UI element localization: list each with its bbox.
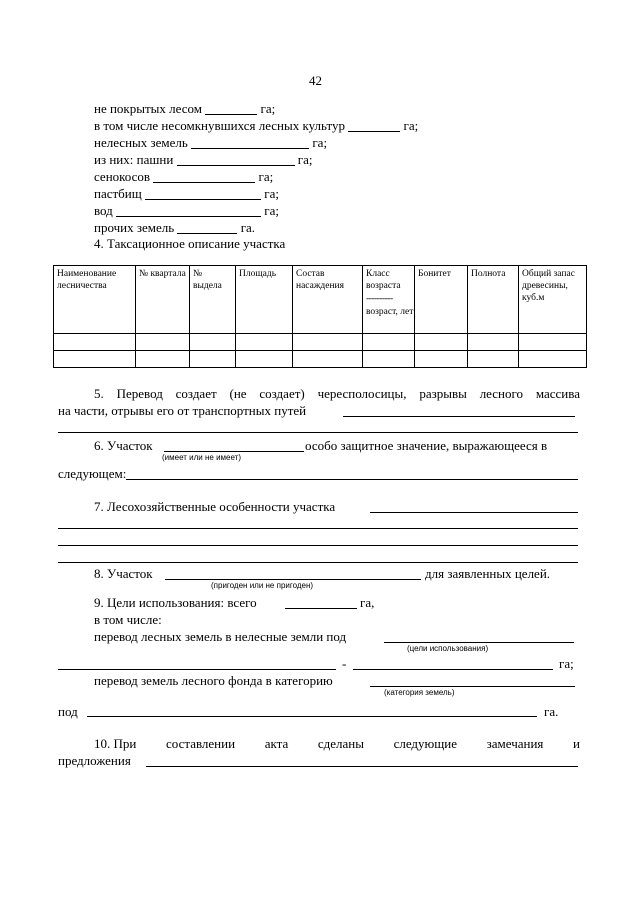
- section-10-word: акта: [264, 736, 289, 751]
- blank-field[interactable]: [177, 153, 295, 166]
- section-10-word: замечания: [486, 736, 544, 751]
- age-years-label: возраст, лет: [366, 307, 414, 317]
- land-line-other: [94, 220, 255, 236]
- table-cell[interactable]: [136, 334, 190, 351]
- blank-field[interactable]: [348, 119, 400, 132]
- section-10-word: следующие: [393, 736, 457, 751]
- section-8-suffix: для заявленных целей.: [425, 566, 551, 581]
- land-label: прочих земель: [94, 220, 175, 235]
- blank-field[interactable]: [285, 608, 357, 609]
- blank-field[interactable]: [153, 170, 255, 183]
- blank-field[interactable]: [205, 102, 257, 115]
- land-line-not-forested: [94, 101, 275, 117]
- land-unit: га.: [240, 220, 256, 235]
- section-9-line2: в том числе:: [94, 612, 162, 627]
- section-9-line4: перевод земель лесного фонда в категорию: [94, 673, 333, 688]
- table-cell[interactable]: [415, 351, 468, 368]
- land-unit: га;: [258, 169, 274, 184]
- table-cell[interactable]: [54, 351, 136, 368]
- blank-field[interactable]: [58, 669, 336, 670]
- land-unit: га;: [260, 101, 276, 116]
- table-row: [54, 351, 587, 368]
- section-4-title: 4. Таксационное описание участка: [94, 236, 286, 251]
- table-cell[interactable]: [468, 334, 519, 351]
- col-header-area: Площадь: [236, 266, 293, 334]
- blank-field[interactable]: [145, 187, 261, 200]
- table-cell[interactable]: [293, 351, 363, 368]
- blank-field[interactable]: [353, 669, 553, 670]
- section-9-pod: под: [58, 704, 78, 719]
- blank-field[interactable]: [58, 545, 578, 546]
- land-label: вод: [94, 203, 113, 218]
- blank-field[interactable]: [58, 528, 578, 529]
- section-6-suffix: особо защитное значение, выражающееся в: [305, 438, 548, 453]
- table-cell[interactable]: [236, 351, 293, 368]
- age-divider: ----------: [366, 294, 393, 304]
- section-6-prefix: 6. Участок: [94, 438, 153, 453]
- section-10-line1: [94, 736, 580, 752]
- blank-field[interactable]: [87, 716, 537, 717]
- blank-field[interactable]: [58, 562, 578, 563]
- table-cell[interactable]: [54, 334, 136, 351]
- land-unit: га;: [264, 203, 280, 218]
- taxation-table: [53, 265, 587, 368]
- table-cell[interactable]: [519, 334, 587, 351]
- col-header-forestry: Наименование лесничества: [54, 266, 136, 334]
- land-unit: га;: [312, 135, 328, 150]
- blank-field[interactable]: [116, 204, 261, 217]
- section-9-dash: -: [342, 656, 347, 671]
- section-10-word: составлении: [165, 736, 236, 751]
- section-9-unit3: га.: [544, 704, 559, 719]
- table-cell[interactable]: [415, 334, 468, 351]
- blank-field[interactable]: [58, 432, 578, 433]
- table-cell[interactable]: [519, 351, 587, 368]
- section-10-word: сделаны: [317, 736, 364, 751]
- col-header-density: Полнота: [468, 266, 519, 334]
- land-line-nonforest: [94, 135, 327, 151]
- col-header-composition: Состав насаждения: [293, 266, 363, 334]
- table-cell[interactable]: [190, 351, 236, 368]
- table-cell[interactable]: [363, 334, 415, 351]
- section-5-line2: на части, отрывы его от транспортных путей: [58, 403, 307, 418]
- land-label: пастбищ: [94, 186, 142, 201]
- blank-field[interactable]: [146, 766, 578, 767]
- table-cell[interactable]: [468, 351, 519, 368]
- section-6-line2: следующем:: [58, 466, 127, 481]
- blank-field[interactable]: [343, 416, 575, 417]
- land-label: из них: пашни: [94, 152, 174, 167]
- land-line-cultures: [94, 118, 418, 134]
- land-label: в том числе несомкнувшихся лесных культур: [94, 118, 345, 133]
- section-10-word: и: [573, 736, 580, 751]
- land-label: сенокосов: [94, 169, 151, 184]
- land-line-arable: [94, 152, 313, 168]
- section-9-unit: га,: [360, 595, 375, 610]
- blank-field[interactable]: [191, 136, 309, 149]
- land-unit: га;: [264, 186, 279, 201]
- blank-field[interactable]: [370, 512, 578, 513]
- blank-field[interactable]: [126, 479, 578, 480]
- table-cell[interactable]: [363, 351, 415, 368]
- land-unit: га;: [297, 152, 313, 167]
- section-8-hint: (пригоден или не пригоден): [211, 581, 314, 590]
- age-class-label: Класс возраста: [366, 269, 401, 291]
- blank-field[interactable]: [177, 221, 237, 234]
- table-cell[interactable]: [136, 351, 190, 368]
- page-number: 42: [309, 73, 322, 88]
- section-9-unit2: га;: [559, 656, 574, 671]
- table-cell[interactable]: [190, 334, 236, 351]
- col-header-quarter: № квартала: [136, 266, 190, 334]
- section-5-line1: 5. Перевод создает (не создает) чересполосицы, разрывы лесного массива: [94, 386, 580, 401]
- table-row: [54, 334, 587, 351]
- section-7-title: 7. Лесохозяйственные особенности участка: [94, 499, 336, 514]
- land-line-pastures: [94, 186, 279, 202]
- section-9-hint2: (категория земель): [384, 688, 455, 697]
- section-6-hint: (имеет или не имеет): [162, 453, 241, 462]
- col-header-volume: Общий запас древесины, куб.м: [519, 266, 587, 334]
- section-9-line3: перевод лесных земель в нелесные земли под: [94, 629, 347, 644]
- section-8-prefix: 8. Участок: [94, 566, 153, 581]
- section-9-line1: 9. Цели использования: всего: [94, 595, 257, 610]
- land-label: не покрытых лесом: [94, 101, 202, 116]
- section-10-word: 10. При: [94, 736, 137, 751]
- blank-field[interactable]: [370, 686, 575, 687]
- land-label: нелесных земель: [94, 135, 188, 150]
- section-9-hint1: (цели использования): [407, 644, 489, 653]
- section-10-line2: предложения: [58, 753, 131, 768]
- table-cell[interactable]: [236, 334, 293, 351]
- col-header-allotment: № выдела: [190, 266, 236, 334]
- land-line-waters: [94, 203, 279, 219]
- blank-field[interactable]: [164, 451, 304, 452]
- land-line-hayfields: [94, 169, 273, 185]
- col-header-site-class: Бонитет: [415, 266, 468, 334]
- blank-field[interactable]: [165, 579, 421, 580]
- col-header-age: [363, 266, 415, 334]
- blank-field[interactable]: [384, 642, 574, 643]
- table-cell[interactable]: [293, 334, 363, 351]
- land-unit: га;: [403, 118, 419, 133]
